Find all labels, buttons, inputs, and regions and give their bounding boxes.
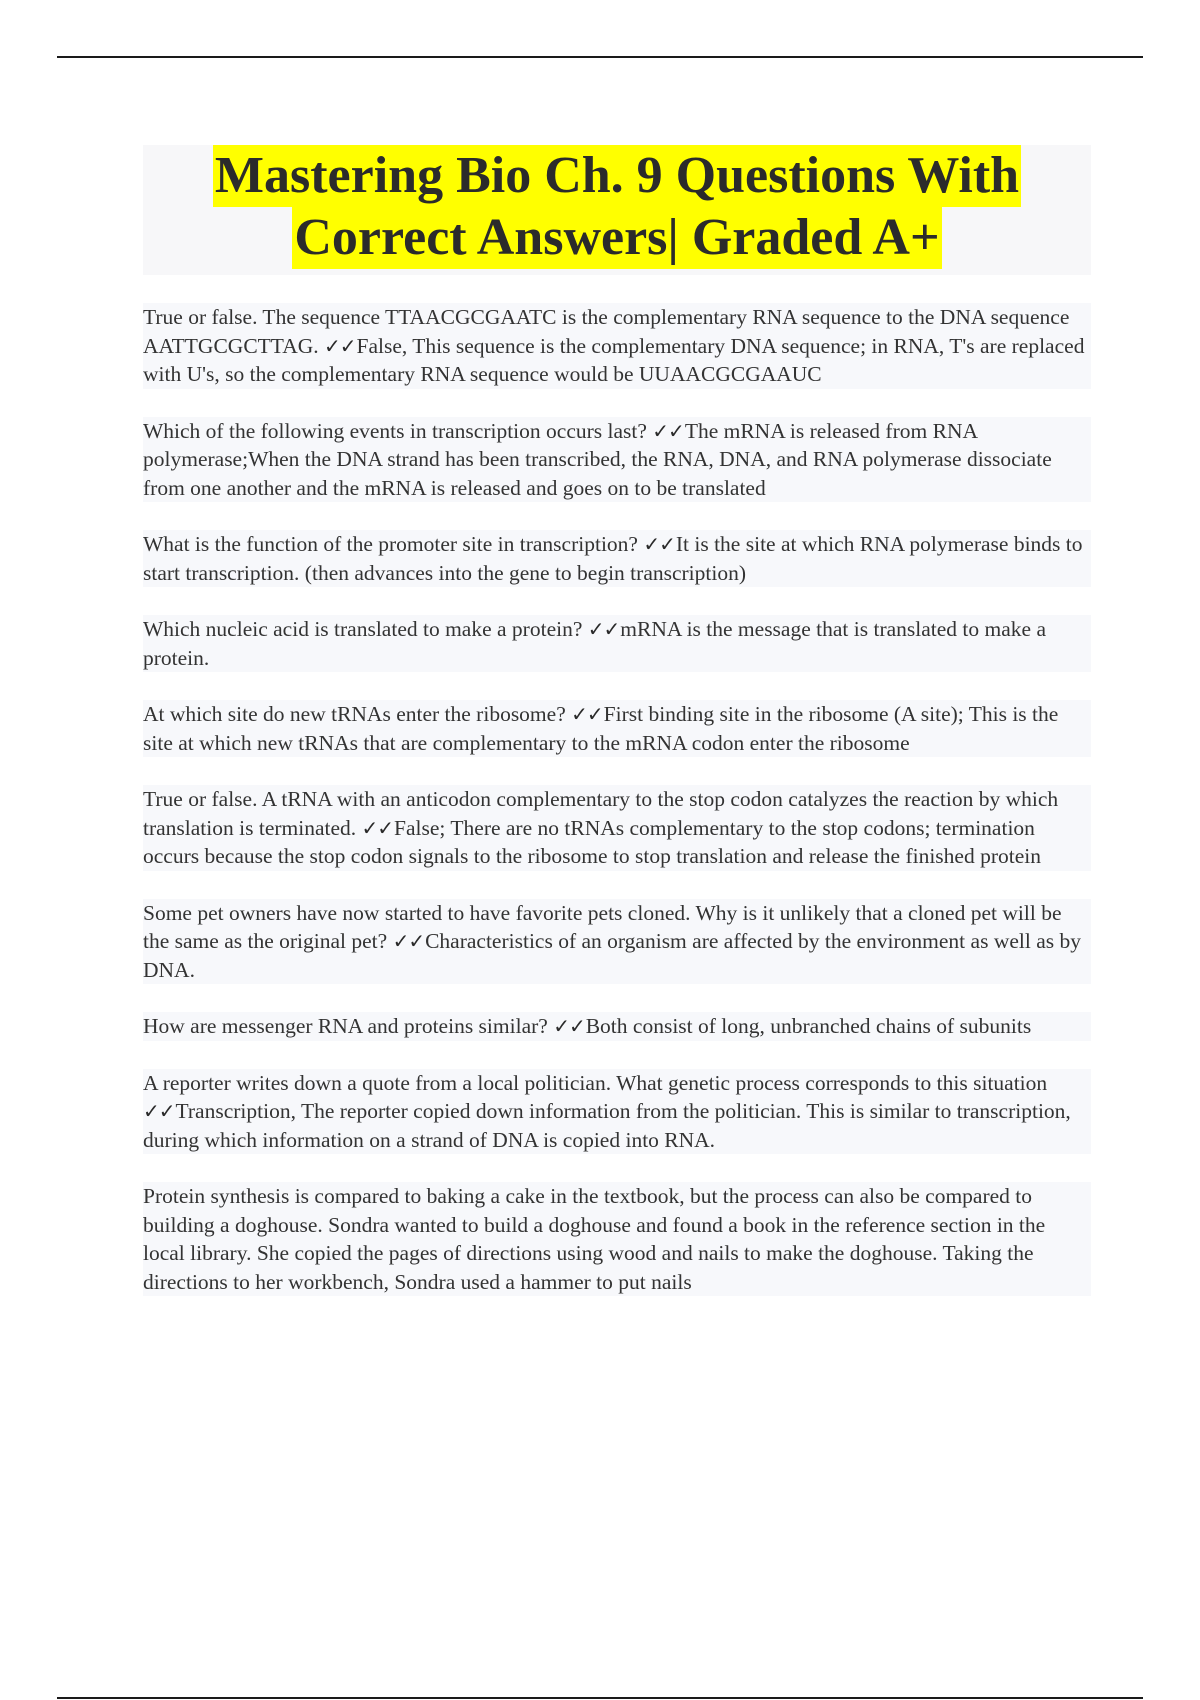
double-check-icon: ✓✓ (361, 815, 394, 840)
answer-text: First binding site in the ribosome (A site); This is the site at which new tRNAs that are complementary to the mRNA codon enter the ribosome (143, 702, 1059, 755)
qa-item (143, 417, 1091, 503)
double-check-icon: ✓✓ (571, 702, 603, 726)
double-check-icon: ✓✓ (324, 333, 356, 358)
answer-text: mRNA is the message that is translated to make a protein. (143, 617, 1046, 670)
question-text: At which site do new tRNAs enter the ribosome? (143, 702, 566, 726)
qa-item (143, 303, 1091, 389)
question-text: Some pet owners have now started to have favorite pets cloned. Why is it unlikely that a cloned pet will be the same as the original pet? (143, 900, 1062, 953)
double-check-icon: ✓✓ (643, 532, 675, 556)
answer-text: False, This sequence is the complementary DNA sequence; in RNA, T's are replaced with U's, so the complementary RNA sequence would be UUAACGCGAAUC (143, 333, 1085, 386)
trailing-paragraph: Protein synthesis is compared to baking a cake in the textbook, but the process can also be compared to building a doghouse. Sondra wanted to build a doghouse and found a book in the reference section in the local library. She copied the pages of directions using wood and nails to make the doghouse. Taking the directions to her workbench, Sondra used a hammer to put nails (143, 1182, 1091, 1296)
question-text: True or false. A tRNA with an anticodon complementary to the stop codon catalyzes the reaction by which translation is terminated. (143, 787, 1059, 840)
question-text: What is the function of the promoter site in transcription? (143, 532, 638, 556)
double-check-icon: ✓✓ (587, 617, 620, 641)
qa-item (143, 615, 1091, 672)
qa-item (143, 785, 1091, 871)
question-text: Which of the following events in transcription occurs last? (143, 418, 647, 443)
double-check-icon: ✓✓ (392, 929, 425, 953)
qa-item (143, 1012, 1091, 1041)
answer-text: Characteristics of an organism are affected by the environment as well as by DNA. (143, 929, 1081, 982)
answer-text: Both consist of long, unbranched chains of subunits (585, 1014, 1032, 1038)
title-block (143, 145, 1091, 275)
title-line-2: Correct Answers| Graded A+ (292, 207, 941, 269)
qa-item (143, 899, 1091, 985)
qa-item (143, 1069, 1091, 1155)
answer-text: The mRNA is released from RNA polymerase;When the DNA strand has been transcribed, the RNA, DNA, and RNA polymerase dissociate from one another and the mRNA is released and goes on to be translated (143, 418, 1052, 500)
double-check-icon: ✓✓ (553, 1014, 585, 1038)
qa-item (143, 700, 1091, 757)
qa-item (143, 530, 1091, 587)
title-line-1: Mastering Bio Ch. 9 Questions With (213, 145, 1021, 207)
question-text: How are messenger RNA and proteins similar? (143, 1014, 548, 1038)
top-rule (57, 56, 1143, 58)
qa-list (143, 303, 1091, 1324)
bottom-rule (57, 1697, 1143, 1699)
question-text: True or false. The sequence TTAACGCGAATC is the complementary RNA sequence to the DNA sequence AATTGCGCTTAG. (143, 305, 1070, 358)
double-check-icon: ✓✓ (652, 418, 684, 443)
answer-text: Transcription, The reporter copied down information from the politician. This is similar to transcription, during which information on a strand of DNA is copied into RNA. (143, 1099, 1071, 1152)
question-text: A reporter writes down a quote from a local politician. What genetic process corresponds to this situation (143, 1070, 1048, 1095)
answer-text: It is the site at which RNA polymerase binds to start transcription. (then advances into the gene to begin transcription) (143, 532, 1083, 585)
question-text: Which nucleic acid is translated to make a protein? (143, 617, 583, 641)
double-check-icon: ✓✓ (143, 1099, 175, 1123)
answer-text: False; There are no tRNAs complementary to the stop codons; termination occurs because the stop codon signals to the ribosome to stop translation and release the finished protein (143, 815, 1041, 868)
